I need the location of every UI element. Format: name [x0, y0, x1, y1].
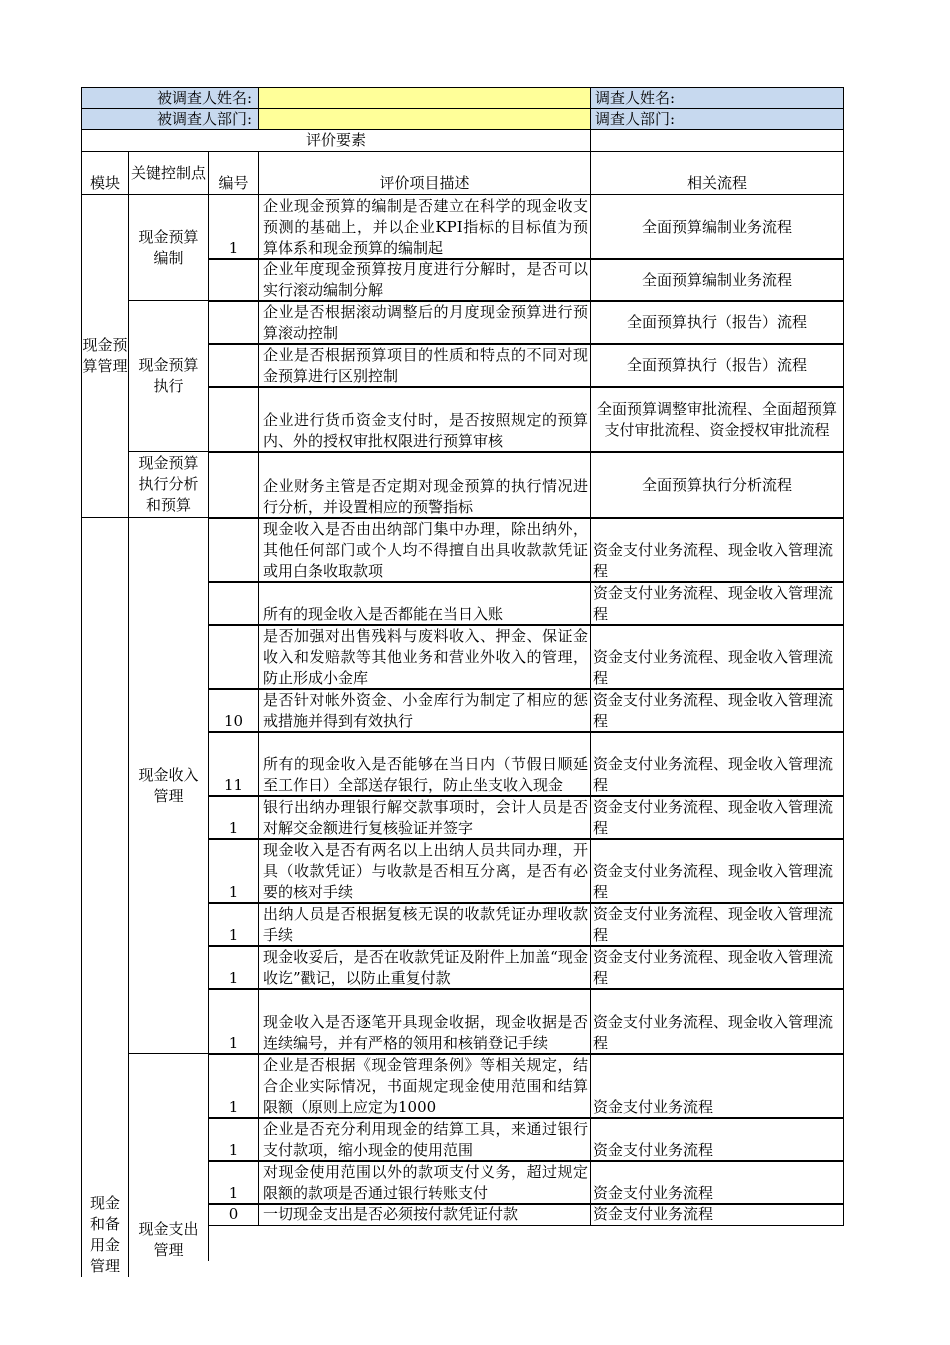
row-number: 11: [208, 731, 259, 797]
row-description-text: 企业财务主管是否定期对现金预算的执行情况进行分析，并设置相应的预警指标: [263, 477, 588, 516]
surveyor-dept-label: 调查人部门:: [590, 108, 844, 130]
col-description: 评价项目描述: [258, 151, 591, 195]
row-description-text: 对现金使用范围以外的款项支付义务，超过规定限额的款项是否通过银行转账支付: [263, 1163, 588, 1202]
col-module: 模块: [81, 151, 129, 195]
row-description: [258, 1203, 591, 1226]
row-description-text: 企业是否根据滚动调整后的月度现金预算进行预算滚动控制: [263, 303, 588, 342]
row-number: 1: [208, 1053, 259, 1119]
row-description: [258, 517, 591, 583]
row-process: [590, 1160, 844, 1205]
row-number: 1: [208, 194, 259, 260]
row-description: [258, 258, 591, 302]
col-process: 相关流程: [590, 151, 844, 195]
row-description-text: 企业现金预算的编制是否建立在科学的现金收支预测的基础上，并以企业KPI指标的目标值为预算体系和现金预算的编制起: [263, 197, 588, 257]
control-cash-expense: 现金支出管理: [128, 1053, 209, 1261]
row-number: 1: [208, 1160, 259, 1205]
row-process-text: 资金支付业务流程、现金收入管理流程: [593, 905, 834, 944]
row-process: [590, 581, 844, 626]
row-description: [258, 194, 591, 260]
row-process-text: 资金支付业务流程、现金收入管理流程: [593, 541, 834, 580]
row-description: [258, 988, 591, 1055]
respondent-name-input[interactable]: [258, 87, 591, 109]
row-process-text: 资金支付业务流程、现金收入管理流程: [593, 862, 834, 901]
row-process-text: 资金支付业务流程、现金收入管理流程: [593, 798, 834, 837]
row-process: [590, 624, 844, 690]
row-process: [590, 517, 844, 583]
row-process: [590, 451, 844, 519]
row-process-text: 全面预算执行（报告）流程: [626, 356, 807, 374]
row-number: 10: [208, 688, 259, 733]
row-description-text: 现金收妥后，是否在收款凭证及附件上加盖“现金收讫”戳记，以防止重复付款: [263, 948, 588, 987]
row-description-text: 银行出纳办理银行解交款事项时，会计人员是否对解交金额进行复核验证并签字: [263, 798, 588, 837]
row-process-text: 全面预算编制业务流程: [641, 217, 792, 236]
row-description-text: 是否加强对出售残料与废料收入、押金、保证金收入和发赔款等其他业务和营业外收入的管理，防止形成小金库: [263, 627, 588, 687]
row-process: [590, 688, 844, 733]
module-cash-budget: 现金预算管理: [81, 194, 129, 518]
row-description-text: 所有的现金收入是否能够在当日内（节假日顺延至工作日）全部送存银行，防止坐支收入现金: [263, 755, 588, 794]
row-number: 1: [208, 838, 259, 904]
row-process-text: 资金支付业务流程: [593, 1184, 714, 1202]
row-description-text: 企业年度现金预算按月度进行分解时，是否可以实行滚动编制分解: [263, 260, 588, 299]
row-process-text: 资金支付业务流程、现金收入管理流程: [593, 1013, 834, 1052]
respondent-name-label: 被调查人姓名:: [81, 87, 259, 109]
row-description-text: 一切现金支出是否必须按付款凭证付款: [263, 1205, 519, 1223]
row-number: 1: [208, 1117, 259, 1162]
row-description-text: 现金收入是否由出纳部门集中办理，除出纳外，其他任何部门或个人均不得擅自出具收款款凭证或用白条收取款项: [263, 520, 588, 580]
row-description: [258, 1117, 591, 1162]
row-description: [258, 300, 591, 345]
row-process: [590, 902, 844, 947]
module-cash-and-petty: 现金和备用金管理: [81, 517, 129, 1277]
row-number: 1: [208, 902, 259, 947]
row-description-text: 出纳人员是否根据复核无误的收款凭证办理收款手续: [263, 905, 588, 944]
col-number: 编号: [208, 151, 259, 195]
control-budget-analysis: 现金预算执行分析和预算: [128, 451, 209, 518]
respondent-dept-input[interactable]: [258, 108, 591, 130]
row-description: [258, 624, 591, 690]
row-number: [208, 624, 259, 690]
row-process: [590, 1053, 844, 1119]
row-process-text: 全面预算执行（报告）流程: [626, 313, 807, 331]
row-process: [590, 343, 844, 388]
row-description-text: 现金收入是否有两名以上出纳人员共同办理，开具（收款凭证）与收款是否相互分离，是否有必要的核对手续: [263, 841, 588, 901]
row-description-text: 所有的现金收入是否都能在当日入账: [263, 605, 504, 623]
row-description-text: 企业进行货币资金支付时，是否按照规定的预算内、外的授权审批权限进行预算审核: [263, 411, 588, 450]
surveyor-name-label: 调查人姓名:: [590, 87, 844, 109]
row-process: [590, 194, 844, 260]
row-description: [258, 1160, 591, 1205]
row-description: [258, 581, 591, 626]
row-process: [590, 1203, 844, 1226]
row-number: [208, 386, 259, 453]
row-process-text: 全面预算调整审批流程、全面超预算支付审批流程、资金授权审批流程: [596, 399, 837, 439]
row-process-text: 资金支付业务流程: [593, 1205, 714, 1223]
row-description-text: 现金收入是否逐笔开具现金收据，现金收据是否连续编号，并有严格的领用和核销登记手续: [263, 1013, 588, 1052]
row-process: [590, 300, 844, 345]
row-description-text: 企业是否根据《现金管理条例》等相关规定，结合企业实际情况，书面规定现金使用范围和结算限额（原则上应定为1000: [263, 1056, 588, 1116]
row-process: [590, 1117, 844, 1162]
row-process: [590, 988, 844, 1055]
control-budget-compile: 现金预算编制: [128, 194, 209, 301]
row-description: [258, 343, 591, 388]
row-process-text: 资金支付业务流程、现金收入管理流程: [593, 948, 834, 987]
row-description: [258, 386, 591, 453]
row-process-text: 资金支付业务流程、现金收入管理流程: [593, 755, 834, 794]
col-control-point: 关键控制点: [128, 151, 209, 195]
row-process-text: 资金支付业务流程: [593, 1141, 714, 1159]
row-description: [258, 1053, 591, 1119]
row-description: [258, 945, 591, 990]
row-process: [590, 945, 844, 990]
row-description: [258, 795, 591, 840]
row-process: [590, 838, 844, 904]
row-number: 0: [208, 1203, 259, 1226]
row-number: [208, 258, 259, 302]
row-number: [208, 517, 259, 583]
row-number: [208, 300, 259, 345]
row-number: 1: [208, 945, 259, 990]
row-process: [590, 386, 844, 453]
row-description: [258, 731, 591, 797]
control-budget-execute: 现金预算执行: [128, 300, 209, 452]
row-process-text: 资金支付业务流程、现金收入管理流程: [593, 584, 834, 623]
row-number: 1: [208, 988, 259, 1055]
respondent-dept-label: 被调查人部门:: [81, 108, 259, 130]
control-cash-income: 现金收入管理: [128, 517, 209, 1054]
row-number: [208, 343, 259, 388]
row-process-text: 资金支付业务流程: [593, 1098, 714, 1116]
row-number: [208, 451, 259, 519]
row-process-text: 全面预算编制业务流程: [641, 270, 792, 289]
row-number: [208, 581, 259, 626]
row-process: [590, 795, 844, 840]
row-description: [258, 838, 591, 904]
row-description-text: 企业是否根据预算项目的性质和特点的不同对现金预算进行区别控制: [263, 346, 588, 385]
row-process: [590, 731, 844, 797]
row-description: [258, 451, 591, 519]
row-process-text: 资金支付业务流程、现金收入管理流程: [593, 648, 834, 687]
evaluation-elements-heading: 评价要素: [81, 129, 591, 152]
row-description-text: 是否针对帐外资金、小金库行为制定了相应的惩戒措施并得到有效执行: [263, 691, 588, 730]
row-description: [258, 902, 591, 947]
row-number: 1: [208, 795, 259, 840]
row-description-text: 企业是否充分利用现金的结算工具，来通过银行支付款项，缩小现金的使用范围: [263, 1120, 588, 1159]
row-description: [258, 688, 591, 733]
row-process-text: 全面预算执行分析流程: [641, 475, 792, 494]
blank-header-cell: [590, 129, 844, 152]
row-process: [590, 258, 844, 302]
row-process-text: 资金支付业务流程、现金收入管理流程: [593, 691, 834, 730]
